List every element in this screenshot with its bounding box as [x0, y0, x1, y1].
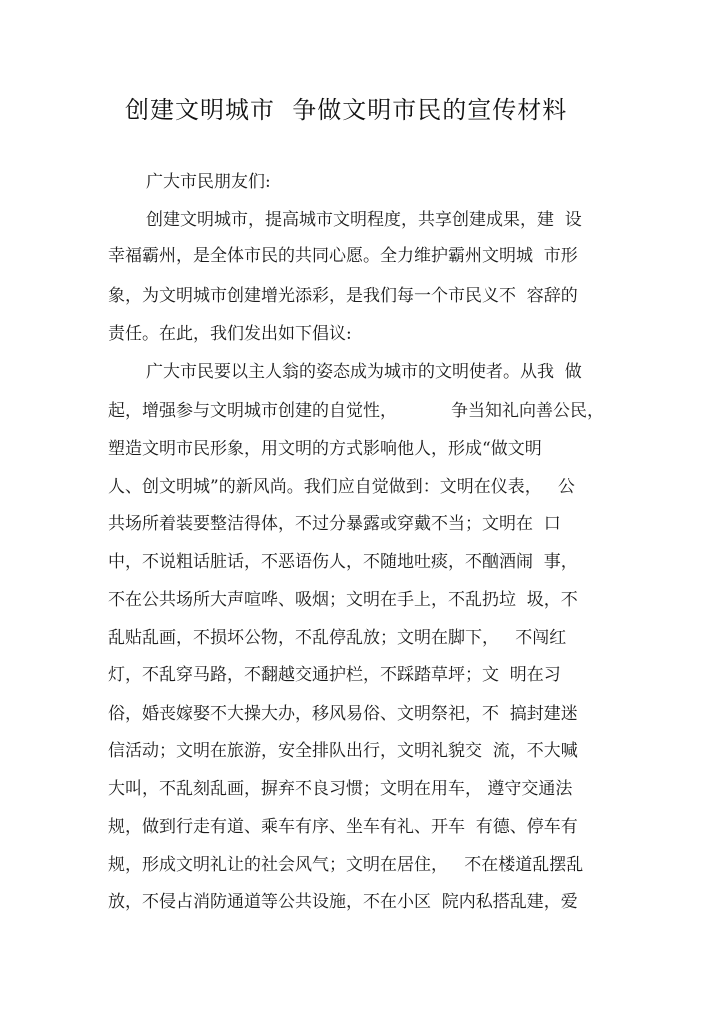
- paragraph-line: 责任。在此，我们发出如下倡议:: [108, 324, 352, 344]
- paragraph-line: 灯，不乱穿马路，不翻越交通护栏，不踩踏草坪；文 明在习: [108, 665, 561, 685]
- paragraph-line: 俗，婚丧嫁娶不大操大办，移风易俗、文明祭祀，不 搞封建迷: [108, 704, 578, 724]
- paragraph-line: 广大市民要以主人翁的姿态成为城市的文明使者。从我 做: [146, 362, 582, 382]
- paragraph-line: 规，形成文明礼让的社会风气；文明在居住， 不在楼道乱摆乱: [108, 855, 584, 875]
- paragraph-line: 象，为文明城市创建增光添彩，是我们每一个市民义不 容辞的: [108, 286, 578, 306]
- paragraph-line: 人、创文明城”的新风尚。我们应自觉做到：文明在仪表， 公: [108, 477, 575, 497]
- paragraph-line: 乱贴乱画，不损坏公物，不乱停乱放；文明在脚下， 不闯红: [108, 628, 567, 648]
- document-title: 创建文明城市 争做文明市民的宣传材料: [125, 96, 568, 124]
- paragraph-line: 中，不说粗话脏话，不恶语伤人，不随地吐痰，不酗酒闹 事，: [108, 552, 578, 572]
- paragraph-line: 不在公共场所大声喧哗、吸烟；文明在手上，不乱扔垃 圾，不: [108, 590, 578, 610]
- paragraph-line: 信活动；文明在旅游，安全排队出行，文明礼貌交 流，不大喊: [108, 741, 578, 761]
- greeting-line: 广大市民朋友们:: [146, 172, 271, 192]
- paragraph-line: 规，做到行走有道、乘车有序、坐车有礼、开车 有德、停车有: [108, 817, 578, 837]
- paragraph-line: 幸福霸州，是全体市民的共同心愿。全力维护霸州文明城 市形: [108, 246, 578, 266]
- paragraph-line: 共场所着装要整洁得体，不过分暴露或穿戴不当；文明在 口: [108, 514, 561, 534]
- paragraph-line: 创建文明城市，提高城市文明程度，共享创建成果，建 设: [146, 210, 582, 230]
- paragraph-line: 放，不侵占消防通道等公共设施，不在小区 院内私搭乱建，爱: [108, 892, 578, 912]
- paragraph-line: 大叫，不乱刻乱画，摒弃不良习惯；文明在用车， 遵守交通法: [108, 779, 573, 799]
- paragraph-line: 起，增强参与文明城市创建的自觉性， 争当知礼向善公民，: [108, 401, 605, 421]
- paragraph-line: 塑造文明市民形象，用文明的方式影响他人，形成“做文明: [108, 439, 542, 459]
